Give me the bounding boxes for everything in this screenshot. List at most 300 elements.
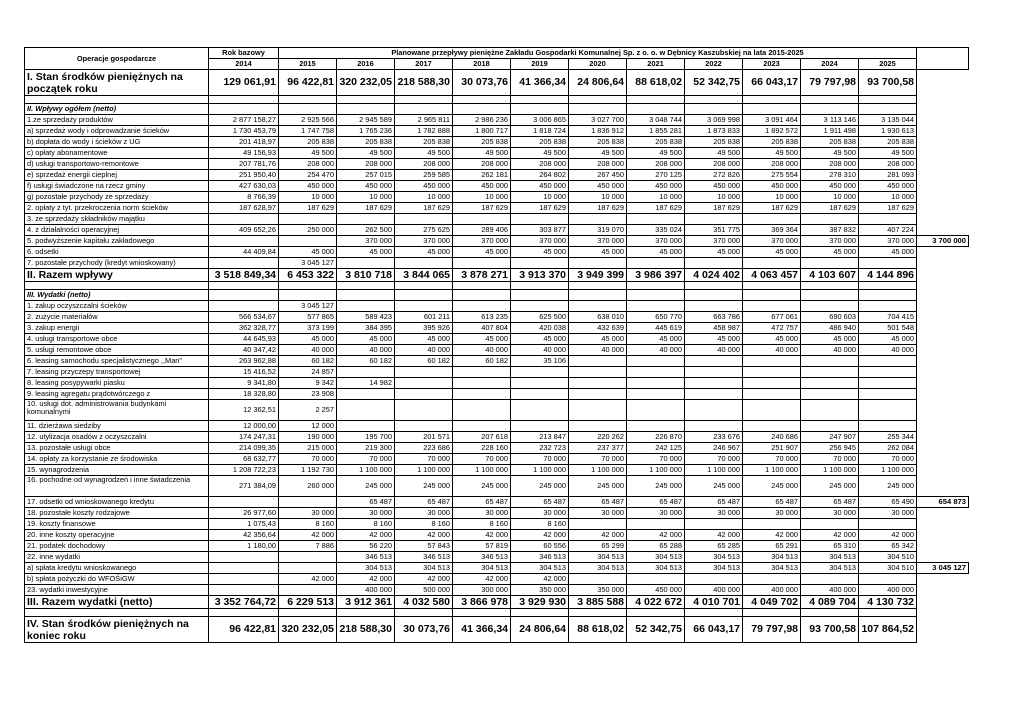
row-label: 8. leasing posypywarki piasku	[25, 378, 209, 389]
value-cell: 271 384,09	[209, 476, 279, 497]
value-cell: 450 000	[743, 181, 801, 192]
value-cell: 228 160	[453, 443, 511, 454]
value-cell: 30 000	[395, 508, 453, 519]
value-cell: 49 500	[337, 148, 395, 159]
value-cell: 24 857	[279, 367, 337, 378]
value-cell: 245 000	[743, 476, 801, 497]
row-label	[25, 96, 209, 104]
value-cell	[743, 356, 801, 367]
value-cell: 589 423	[337, 312, 395, 323]
value-cell: 42 000	[395, 574, 453, 585]
value-cell	[569, 389, 627, 400]
value-cell	[279, 585, 337, 596]
value-cell	[627, 301, 685, 312]
empty-extra-cell	[917, 400, 969, 421]
value-cell: 42 000	[511, 530, 569, 541]
value-cell: 205 838	[337, 137, 395, 148]
value-cell: 49 500	[685, 148, 743, 159]
value-cell: 370 000	[685, 236, 743, 247]
empty-extra-cell	[917, 465, 969, 476]
value-cell: 369 364	[743, 225, 801, 236]
table-row	[25, 334, 969, 345]
value-cell	[627, 356, 685, 367]
value-cell: 45 000	[453, 247, 511, 258]
value-cell: 30 000	[337, 508, 395, 519]
value-cell: 10 000	[395, 192, 453, 203]
value-cell	[859, 282, 917, 290]
table-row	[25, 389, 969, 400]
value-cell	[453, 96, 511, 104]
table-row	[25, 247, 969, 258]
value-cell: 8 160	[279, 519, 337, 530]
empty-extra-cell	[917, 269, 969, 282]
value-cell: 3 113 146	[801, 115, 859, 126]
value-cell	[209, 497, 279, 508]
value-cell: 3 045 127	[279, 301, 337, 312]
value-cell: 450 000	[627, 181, 685, 192]
value-cell: 49 500	[279, 148, 337, 159]
empty-extra-cell	[917, 192, 969, 203]
value-cell: 8 160	[511, 519, 569, 530]
value-cell: 42 000	[627, 530, 685, 541]
value-cell: 3 027 700	[569, 115, 627, 126]
value-cell: 45 000	[337, 334, 395, 345]
value-cell: 187 629	[743, 203, 801, 214]
value-cell: 272 826	[685, 170, 743, 181]
value-cell: 3 048 744	[627, 115, 685, 126]
value-cell	[685, 290, 743, 301]
value-cell: 400 000	[337, 585, 395, 596]
value-cell: 30 000	[279, 508, 337, 519]
value-cell	[743, 389, 801, 400]
value-cell	[627, 258, 685, 269]
row-label: 15. wynagrodzenia	[25, 465, 209, 476]
table-row	[25, 400, 969, 421]
value-cell: 30 000	[627, 508, 685, 519]
value-cell: 242 125	[627, 443, 685, 454]
value-cell	[209, 104, 279, 115]
value-cell: 300 000	[453, 585, 511, 596]
value-cell: 40 000	[859, 345, 917, 356]
value-cell: 65 487	[801, 497, 859, 508]
value-cell: 304 513	[569, 563, 627, 574]
value-cell	[337, 389, 395, 400]
value-cell: 208 000	[511, 159, 569, 170]
value-cell: 3 810 718	[337, 269, 395, 282]
value-cell: 245 000	[337, 476, 395, 497]
value-cell: 65 487	[395, 497, 453, 508]
value-cell	[395, 258, 453, 269]
value-cell: 232 723	[511, 443, 569, 454]
value-cell: 45 000	[279, 247, 337, 258]
table-row	[25, 432, 969, 443]
empty-extra-cell	[917, 585, 969, 596]
value-cell	[279, 497, 337, 508]
table-row	[25, 421, 969, 432]
value-cell: 60 556	[511, 541, 569, 552]
value-cell: 450 000	[511, 181, 569, 192]
value-cell	[743, 258, 801, 269]
value-cell: 187 629	[511, 203, 569, 214]
value-cell	[209, 585, 279, 596]
table-row	[25, 465, 969, 476]
value-cell	[859, 389, 917, 400]
value-cell: 370 000	[569, 236, 627, 247]
value-cell	[743, 96, 801, 104]
value-cell: 60 182	[453, 356, 511, 367]
value-cell: 42 000	[395, 530, 453, 541]
value-cell: 65 487	[569, 497, 627, 508]
value-cell: 42 000	[511, 574, 569, 585]
empty-extra-cell	[917, 214, 969, 225]
row-label: 4. z działalności operacyjnej	[25, 225, 209, 236]
value-cell: 246 967	[685, 443, 743, 454]
value-cell: 10 000	[627, 192, 685, 203]
value-cell: 384 395	[337, 323, 395, 334]
value-cell: 79 797,98	[801, 70, 859, 96]
value-cell: 9 342	[279, 378, 337, 389]
value-cell	[337, 258, 395, 269]
value-cell	[685, 421, 743, 432]
value-cell: 187 629	[569, 203, 627, 214]
row-label: 5. usługi remontowe obce	[25, 345, 209, 356]
value-cell: 400 000	[685, 585, 743, 596]
value-cell: 245 000	[453, 476, 511, 497]
value-cell: 245 000	[569, 476, 627, 497]
value-cell: 250 000	[279, 225, 337, 236]
value-cell	[337, 96, 395, 104]
value-cell: 201 418,97	[209, 137, 279, 148]
value-cell: 190 000	[279, 432, 337, 443]
value-cell: 45 000	[627, 247, 685, 258]
value-cell	[395, 367, 453, 378]
value-cell	[627, 400, 685, 421]
value-cell: 35 106	[511, 356, 569, 367]
total-sum-cell: 3 045 127	[917, 563, 969, 574]
row-label: 14. opłaty za korzystanie ze środowiska	[25, 454, 209, 465]
empty-extra-cell	[917, 356, 969, 367]
row-label: 1.ze sprzedaży produktów	[25, 115, 209, 126]
value-cell: 214 099,35	[209, 443, 279, 454]
value-cell: 304 510	[859, 552, 917, 563]
row-label: 1. zakup oczyszczalni ścieków	[25, 301, 209, 312]
value-cell	[859, 421, 917, 432]
value-cell: 60 182	[279, 356, 337, 367]
value-cell: 3 913 370	[511, 269, 569, 282]
table-row	[25, 345, 969, 356]
row-label: II. Wpływy ogółem (netto)	[25, 104, 209, 115]
total-sum-cell: 3 700 000	[917, 236, 969, 247]
value-cell	[279, 290, 337, 301]
value-cell: 45 000	[801, 334, 859, 345]
value-cell: 240 686	[743, 432, 801, 443]
value-cell: 45 000	[859, 334, 917, 345]
value-cell	[801, 356, 859, 367]
empty-extra-cell	[917, 181, 969, 192]
table-row	[25, 181, 969, 192]
value-cell	[859, 96, 917, 104]
value-cell: 68 632,77	[209, 454, 279, 465]
empty-extra-cell	[917, 323, 969, 334]
table-row	[25, 530, 969, 541]
table-row	[25, 323, 969, 334]
value-cell: 205 838	[685, 137, 743, 148]
value-cell: 409 652,26	[209, 225, 279, 236]
value-cell: 601 211	[395, 312, 453, 323]
value-cell	[279, 104, 337, 115]
value-cell: 304 513	[801, 563, 859, 574]
table-row	[25, 70, 969, 96]
table-row	[25, 508, 969, 519]
value-cell: 201 571	[395, 432, 453, 443]
value-cell: 208 000	[743, 159, 801, 170]
value-cell: 88 618,02	[627, 70, 685, 96]
value-cell: 44 645,93	[209, 334, 279, 345]
value-cell	[279, 214, 337, 225]
value-cell: 1 100 000	[511, 465, 569, 476]
value-cell: 1 892 572	[743, 126, 801, 137]
year-header: 2023	[743, 59, 801, 70]
value-cell	[685, 214, 743, 225]
table-row	[25, 596, 969, 609]
table-row	[25, 541, 969, 552]
value-cell: 60 182	[337, 356, 395, 367]
value-cell	[453, 214, 511, 225]
value-cell: 12 362,51	[209, 400, 279, 421]
empty-extra-cell	[917, 247, 969, 258]
empty-extra-cell	[917, 508, 969, 519]
table-row	[25, 552, 969, 563]
value-cell: 70 000	[511, 454, 569, 465]
value-cell: 42 000	[279, 530, 337, 541]
value-cell: 450 000	[685, 181, 743, 192]
value-cell	[209, 552, 279, 563]
value-cell: 247 907	[801, 432, 859, 443]
year-header: 2021	[627, 59, 685, 70]
value-cell	[627, 378, 685, 389]
value-cell: 45 000	[337, 247, 395, 258]
value-cell: 3 352 764,72	[209, 596, 279, 609]
value-cell: 45 000	[627, 334, 685, 345]
value-cell: 45 000	[685, 247, 743, 258]
value-cell: 40 000	[743, 345, 801, 356]
value-cell	[453, 421, 511, 432]
value-cell	[627, 519, 685, 530]
value-cell	[279, 552, 337, 563]
row-label: b) spłata pożyczki do WFOŚiGW	[25, 574, 209, 585]
value-cell: 395 926	[395, 323, 453, 334]
value-cell	[859, 356, 917, 367]
table-row	[25, 617, 969, 643]
plan-title-header: Planowane przepływy pieniężne Zakładu Gospodarki Komunalnej Sp. z o. o. w Dębnicy Kaszubskiej na lata 2015-2025	[279, 48, 917, 59]
value-cell: 9 341,80	[209, 378, 279, 389]
year-header: 2016	[337, 59, 395, 70]
value-cell: 1 730 453,79	[209, 126, 279, 137]
value-cell: 304 513	[743, 563, 801, 574]
table-row	[25, 282, 969, 290]
value-cell	[743, 301, 801, 312]
value-cell: 8 160	[337, 519, 395, 530]
value-cell: 3 045 127	[279, 258, 337, 269]
value-cell: 42 000	[279, 574, 337, 585]
value-cell: 40 000	[801, 345, 859, 356]
value-cell	[627, 104, 685, 115]
value-cell	[395, 301, 453, 312]
value-cell	[453, 258, 511, 269]
value-cell	[801, 301, 859, 312]
value-cell	[743, 421, 801, 432]
empty-extra-cell	[917, 552, 969, 563]
value-cell	[569, 96, 627, 104]
table-row	[25, 585, 969, 596]
table-row	[25, 126, 969, 137]
empty-extra-cell	[917, 96, 969, 104]
value-cell: 4 103 607	[801, 269, 859, 282]
value-cell	[511, 301, 569, 312]
table-row	[25, 312, 969, 323]
value-cell: 187 629	[395, 203, 453, 214]
empty-extra-cell	[917, 334, 969, 345]
value-cell: 23 908	[279, 389, 337, 400]
value-cell	[685, 356, 743, 367]
value-cell: 3 885 588	[569, 596, 627, 609]
value-cell	[685, 104, 743, 115]
value-cell	[395, 104, 453, 115]
value-cell	[859, 290, 917, 301]
value-cell: 251 950,40	[209, 170, 279, 181]
value-cell: 10 000	[685, 192, 743, 203]
table-row	[25, 443, 969, 454]
row-label: g) pozostałe przychody ze sprzedaży	[25, 192, 209, 203]
value-cell: 205 838	[453, 137, 511, 148]
row-label: 2. opłaty z tyt. przekroczenia norm ścieków	[25, 203, 209, 214]
value-cell	[685, 378, 743, 389]
row-label: 13. pozostałe usługi obce	[25, 443, 209, 454]
value-cell: 407 804	[453, 323, 511, 334]
value-cell: 370 000	[453, 236, 511, 247]
value-cell: 205 838	[569, 137, 627, 148]
value-cell: 49 500	[511, 148, 569, 159]
table-row	[25, 159, 969, 170]
cash-flow-table	[24, 47, 969, 643]
value-cell	[743, 214, 801, 225]
value-cell: 2 257	[279, 400, 337, 421]
value-cell: 3 866 978	[453, 596, 511, 609]
value-cell: 70 000	[453, 454, 511, 465]
value-cell: 4 032 580	[395, 596, 453, 609]
value-cell: 3 912 361	[337, 596, 395, 609]
value-cell: 304 513	[743, 552, 801, 563]
empty-extra-cell	[917, 443, 969, 454]
table-row	[25, 476, 969, 497]
value-cell: 566 534,67	[209, 312, 279, 323]
value-cell	[279, 609, 337, 617]
value-cell: 1 100 000	[743, 465, 801, 476]
value-cell: 205 838	[801, 137, 859, 148]
row-label: I. Stan środków pieniężnych na początek roku	[25, 70, 209, 96]
value-cell: 4 144 896	[859, 269, 917, 282]
value-cell	[395, 609, 453, 617]
value-cell	[337, 609, 395, 617]
value-cell: 3 518 849,34	[209, 269, 279, 282]
value-cell: 1 911 498	[801, 126, 859, 137]
value-cell: 40 000	[279, 345, 337, 356]
value-cell: 472 757	[743, 323, 801, 334]
row-label: c) opłaty abonamentowe	[25, 148, 209, 159]
value-cell	[209, 96, 279, 104]
value-cell: 251 907	[743, 443, 801, 454]
row-label: 2. zużycie materiałów	[25, 312, 209, 323]
value-cell: 335 024	[627, 225, 685, 236]
value-cell: 52 342,75	[685, 70, 743, 96]
value-cell: 4 130 732	[859, 596, 917, 609]
value-cell: 1 818 724	[511, 126, 569, 137]
value-cell	[453, 389, 511, 400]
value-cell	[743, 400, 801, 421]
value-cell	[743, 367, 801, 378]
empty-extra-cell	[917, 519, 969, 530]
value-cell: 245 000	[685, 476, 743, 497]
value-cell: 205 838	[743, 137, 801, 148]
table-row	[25, 367, 969, 378]
empty-extra-cell	[917, 421, 969, 432]
row-label: II. Razem wpływy	[25, 269, 209, 282]
value-cell: 45 000	[395, 247, 453, 258]
value-cell: 65 291	[743, 541, 801, 552]
value-cell: 304 513	[453, 563, 511, 574]
value-cell: 45 000	[685, 334, 743, 345]
value-cell: 208 000	[395, 159, 453, 170]
value-cell: 42 000	[453, 530, 511, 541]
value-cell: 2 965 811	[395, 115, 453, 126]
value-cell: 10 000	[279, 192, 337, 203]
row-label: a) sprzedaż wody i odprowadzanie ścieków	[25, 126, 209, 137]
value-cell	[453, 400, 511, 421]
value-cell: 4 022 672	[627, 596, 685, 609]
value-cell: 304 513	[627, 563, 685, 574]
value-cell: 350 000	[511, 585, 569, 596]
value-cell: 45 000	[569, 334, 627, 345]
value-cell	[395, 214, 453, 225]
value-cell: 187 629	[453, 203, 511, 214]
value-cell: 41 366,34	[453, 617, 511, 643]
value-cell	[209, 258, 279, 269]
value-cell: 40 000	[627, 345, 685, 356]
value-cell: 70 000	[395, 454, 453, 465]
value-cell: 40 000	[453, 345, 511, 356]
value-cell: 10 000	[859, 192, 917, 203]
value-cell: 93 700,58	[859, 70, 917, 96]
row-label: 10. usługi dot. administrowania budynkami komunalnymi	[25, 400, 209, 421]
value-cell: 88 618,02	[569, 617, 627, 643]
value-cell: 373 199	[279, 323, 337, 334]
value-cell: 346 513	[453, 552, 511, 563]
value-cell: 704 415	[859, 312, 917, 323]
value-cell: 30 000	[453, 508, 511, 519]
total-sum-cell: 654 873	[917, 497, 969, 508]
year-header: 2019	[511, 59, 569, 70]
value-cell: 4 063 457	[743, 269, 801, 282]
value-cell: 450 000	[453, 181, 511, 192]
value-cell: 303 877	[511, 225, 569, 236]
value-cell: 262 181	[453, 170, 511, 181]
value-cell: 70 000	[569, 454, 627, 465]
value-cell	[801, 421, 859, 432]
value-cell	[743, 104, 801, 115]
value-cell: 49 500	[859, 148, 917, 159]
value-cell: 304 513	[395, 563, 453, 574]
value-cell: 351 775	[685, 225, 743, 236]
